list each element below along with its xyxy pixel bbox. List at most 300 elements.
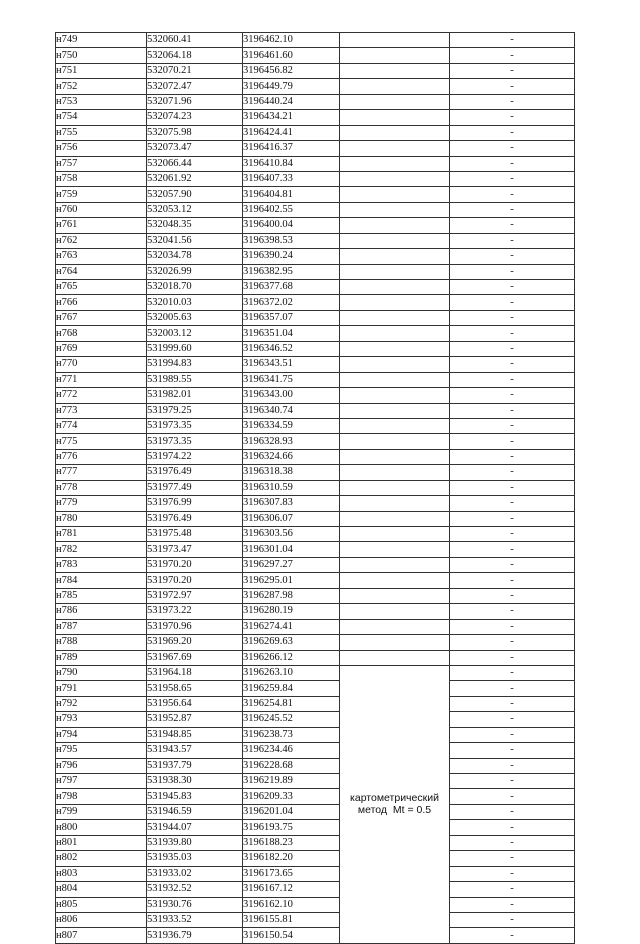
- method-cell-empty: [340, 33, 450, 48]
- method-cell-empty: [340, 480, 450, 495]
- y-coordinate-cell: 3196398.53: [243, 233, 340, 248]
- table-row: [56, 774, 575, 789]
- y-coordinate-cell: 3196400.04: [243, 218, 340, 233]
- table-row: [56, 310, 575, 325]
- accuracy-cell: -: [450, 357, 575, 372]
- coordinates-table-body: [56, 33, 575, 944]
- accuracy-cell: -: [450, 202, 575, 217]
- x-coordinate-cell: 531943.57: [147, 743, 243, 758]
- y-coordinate-cell: 3196340.74: [243, 403, 340, 418]
- point-name-cell: н764: [56, 264, 147, 279]
- accuracy-cell: -: [450, 249, 575, 264]
- point-name-cell: н752: [56, 79, 147, 94]
- y-coordinate-cell: 3196306.07: [243, 511, 340, 526]
- accuracy-cell: -: [450, 789, 575, 804]
- table-row: [56, 820, 575, 835]
- table-row: [56, 388, 575, 403]
- y-coordinate-cell: 3196182.20: [243, 851, 340, 866]
- y-coordinate-cell: 3196310.59: [243, 480, 340, 495]
- accuracy-cell: -: [450, 218, 575, 233]
- table-row: [56, 264, 575, 279]
- method-cell-empty: [340, 511, 450, 526]
- method-cell-empty: [340, 542, 450, 557]
- y-coordinate-cell: 3196301.04: [243, 542, 340, 557]
- x-coordinate-cell: 532064.18: [147, 48, 243, 63]
- x-coordinate-cell: 531956.64: [147, 696, 243, 711]
- accuracy-cell: -: [450, 63, 575, 78]
- method-cell-empty: [340, 557, 450, 572]
- method-cell-empty: [340, 465, 450, 480]
- y-coordinate-cell: 3196155.81: [243, 912, 340, 927]
- method-cell-empty: [340, 94, 450, 109]
- accuracy-cell: -: [450, 650, 575, 665]
- accuracy-cell: -: [450, 820, 575, 835]
- y-coordinate-cell: 3196150.54: [243, 928, 340, 943]
- x-coordinate-cell: 531937.79: [147, 758, 243, 773]
- x-coordinate-cell: 531946.59: [147, 804, 243, 819]
- y-coordinate-cell: 3196254.81: [243, 696, 340, 711]
- y-coordinate-cell: 3196193.75: [243, 820, 340, 835]
- table-row: [56, 557, 575, 572]
- point-name-cell: н769: [56, 341, 147, 356]
- y-coordinate-cell: 3196416.37: [243, 141, 340, 156]
- method-cell-empty: [340, 388, 450, 403]
- point-name-cell: н803: [56, 866, 147, 881]
- y-coordinate-cell: 3196407.33: [243, 171, 340, 186]
- x-coordinate-cell: 532026.99: [147, 264, 243, 279]
- point-name-cell: н785: [56, 588, 147, 603]
- x-coordinate-cell: 532041.56: [147, 233, 243, 248]
- x-coordinate-cell: 531970.20: [147, 573, 243, 588]
- x-coordinate-cell: 531958.65: [147, 681, 243, 696]
- table-row: [56, 357, 575, 372]
- accuracy-cell: -: [450, 835, 575, 850]
- y-coordinate-cell: 3196328.93: [243, 434, 340, 449]
- method-cell-empty: [340, 187, 450, 202]
- table-row: [56, 418, 575, 433]
- accuracy-cell: -: [450, 171, 575, 186]
- point-name-cell: н768: [56, 326, 147, 341]
- accuracy-cell: -: [450, 264, 575, 279]
- accuracy-cell: -: [450, 557, 575, 572]
- point-name-cell: н772: [56, 388, 147, 403]
- table-row: [56, 681, 575, 696]
- x-coordinate-cell: 531973.35: [147, 434, 243, 449]
- y-coordinate-cell: 3196410.84: [243, 156, 340, 171]
- method-cell-empty: [340, 588, 450, 603]
- accuracy-cell: -: [450, 110, 575, 125]
- point-name-cell: н774: [56, 418, 147, 433]
- accuracy-cell: -: [450, 635, 575, 650]
- method-cell-empty: [340, 79, 450, 94]
- x-coordinate-cell: 531967.69: [147, 650, 243, 665]
- x-coordinate-cell: 531933.02: [147, 866, 243, 881]
- table-row: [56, 171, 575, 186]
- x-coordinate-cell: 531976.99: [147, 496, 243, 511]
- point-name-cell: н787: [56, 619, 147, 634]
- x-coordinate-cell: 531935.03: [147, 851, 243, 866]
- accuracy-cell: -: [450, 573, 575, 588]
- accuracy-cell: -: [450, 48, 575, 63]
- x-coordinate-cell: 532066.44: [147, 156, 243, 171]
- table-row: [56, 480, 575, 495]
- point-name-cell: н790: [56, 665, 147, 680]
- accuracy-cell: -: [450, 141, 575, 156]
- table-row: [56, 542, 575, 557]
- accuracy-cell: -: [450, 882, 575, 897]
- accuracy-cell: -: [450, 774, 575, 789]
- accuracy-cell: -: [450, 712, 575, 727]
- table-row: [56, 604, 575, 619]
- point-name-cell: н776: [56, 449, 147, 464]
- method-line-1: картометрический: [350, 792, 439, 805]
- table-row: [56, 202, 575, 217]
- point-name-cell: н794: [56, 727, 147, 742]
- point-name-cell: н807: [56, 928, 147, 943]
- table-row: [56, 789, 575, 804]
- method-cell-empty: [340, 403, 450, 418]
- table-row: [56, 573, 575, 588]
- method-cell-empty: [340, 171, 450, 186]
- point-name-cell: н759: [56, 187, 147, 202]
- x-coordinate-cell: 531938.30: [147, 774, 243, 789]
- table-row: [56, 665, 575, 680]
- accuracy-cell: -: [450, 665, 575, 680]
- method-cell-empty: [340, 341, 450, 356]
- table-row: [56, 434, 575, 449]
- y-coordinate-cell: 3196324.66: [243, 449, 340, 464]
- table-row: [56, 866, 575, 881]
- table-row: [56, 187, 575, 202]
- table-row: [56, 33, 575, 48]
- x-coordinate-cell: 531973.22: [147, 604, 243, 619]
- x-coordinate-cell: 531973.35: [147, 418, 243, 433]
- table-row: [56, 758, 575, 773]
- accuracy-cell: -: [450, 619, 575, 634]
- y-coordinate-cell: 3196346.52: [243, 341, 340, 356]
- x-coordinate-cell: 531979.25: [147, 403, 243, 418]
- accuracy-cell: -: [450, 897, 575, 912]
- y-coordinate-cell: 3196263.10: [243, 665, 340, 680]
- table-row: [56, 511, 575, 526]
- y-coordinate-cell: 3196456.82: [243, 63, 340, 78]
- y-coordinate-cell: 3196440.24: [243, 94, 340, 109]
- method-cell-empty: [340, 449, 450, 464]
- x-coordinate-cell: 531932.52: [147, 882, 243, 897]
- y-coordinate-cell: 3196390.24: [243, 249, 340, 264]
- y-coordinate-cell: 3196259.84: [243, 681, 340, 696]
- table-row: [56, 912, 575, 927]
- method-cell-empty: [340, 141, 450, 156]
- point-name-cell: н800: [56, 820, 147, 835]
- table-row: [56, 882, 575, 897]
- table-row: [56, 727, 575, 742]
- accuracy-cell: -: [450, 310, 575, 325]
- accuracy-cell: -: [450, 418, 575, 433]
- accuracy-cell: -: [450, 449, 575, 464]
- x-coordinate-cell: 531970.96: [147, 619, 243, 634]
- table-row: [56, 110, 575, 125]
- x-coordinate-cell: 532053.12: [147, 202, 243, 217]
- method-cell-empty: [340, 418, 450, 433]
- point-name-cell: н799: [56, 804, 147, 819]
- point-name-cell: н750: [56, 48, 147, 63]
- table-row: [56, 249, 575, 264]
- method-cell-empty: [340, 357, 450, 372]
- x-coordinate-cell: 532003.12: [147, 326, 243, 341]
- point-name-cell: н762: [56, 233, 147, 248]
- point-name-cell: н751: [56, 63, 147, 78]
- method-cell-empty: [340, 156, 450, 171]
- x-coordinate-cell: 531939.80: [147, 835, 243, 850]
- table-row: [56, 619, 575, 634]
- point-name-cell: н796: [56, 758, 147, 773]
- point-name-cell: н798: [56, 789, 147, 804]
- accuracy-cell: -: [450, 341, 575, 356]
- point-name-cell: н805: [56, 897, 147, 912]
- point-name-cell: н791: [56, 681, 147, 696]
- x-coordinate-cell: 532057.90: [147, 187, 243, 202]
- point-name-cell: н792: [56, 696, 147, 711]
- method-cell-empty: [340, 218, 450, 233]
- method-cell-empty: [340, 264, 450, 279]
- point-name-cell: н758: [56, 171, 147, 186]
- accuracy-cell: -: [450, 94, 575, 109]
- x-coordinate-cell: 531948.85: [147, 727, 243, 742]
- table-row: [56, 712, 575, 727]
- coordinates-table: [55, 32, 575, 944]
- x-coordinate-cell: 532071.96: [147, 94, 243, 109]
- point-name-cell: н786: [56, 604, 147, 619]
- x-coordinate-cell: 532061.92: [147, 171, 243, 186]
- point-name-cell: н761: [56, 218, 147, 233]
- method-cell-empty: [340, 573, 450, 588]
- point-name-cell: н756: [56, 141, 147, 156]
- accuracy-cell: -: [450, 758, 575, 773]
- y-coordinate-cell: 3196334.59: [243, 418, 340, 433]
- table-row: [56, 94, 575, 109]
- point-name-cell: н801: [56, 835, 147, 850]
- accuracy-cell: -: [450, 233, 575, 248]
- y-coordinate-cell: 3196162.10: [243, 897, 340, 912]
- x-coordinate-cell: 531989.55: [147, 372, 243, 387]
- method-cell-empty: [340, 63, 450, 78]
- y-coordinate-cell: 3196462.10: [243, 33, 340, 48]
- method-cell-empty: [340, 604, 450, 619]
- y-coordinate-cell: 3196201.04: [243, 804, 340, 819]
- table-row: [56, 835, 575, 850]
- table-row: [56, 743, 575, 758]
- y-coordinate-cell: 3196303.56: [243, 527, 340, 542]
- table-row: [56, 233, 575, 248]
- x-coordinate-cell: 531930.76: [147, 897, 243, 912]
- point-name-cell: н802: [56, 851, 147, 866]
- y-coordinate-cell: 3196307.83: [243, 496, 340, 511]
- table-row: [56, 928, 575, 943]
- accuracy-cell: -: [450, 187, 575, 202]
- method-cell-empty: [340, 434, 450, 449]
- table-row: [56, 79, 575, 94]
- x-coordinate-cell: 531999.60: [147, 341, 243, 356]
- x-coordinate-cell: 532072.47: [147, 79, 243, 94]
- y-coordinate-cell: 3196449.79: [243, 79, 340, 94]
- y-coordinate-cell: 3196343.51: [243, 357, 340, 372]
- point-name-cell: н782: [56, 542, 147, 557]
- accuracy-cell: -: [450, 295, 575, 310]
- y-coordinate-cell: 3196269.63: [243, 635, 340, 650]
- point-name-cell: н780: [56, 511, 147, 526]
- y-coordinate-cell: 3196245.52: [243, 712, 340, 727]
- y-coordinate-cell: 3196266.12: [243, 650, 340, 665]
- method-cell-empty: [340, 110, 450, 125]
- accuracy-cell: -: [450, 727, 575, 742]
- x-coordinate-cell: 532034.78: [147, 249, 243, 264]
- accuracy-cell: -: [450, 511, 575, 526]
- y-coordinate-cell: 3196343.00: [243, 388, 340, 403]
- x-coordinate-cell: 531936.79: [147, 928, 243, 943]
- method-cell-empty: [340, 326, 450, 341]
- table-row: [56, 326, 575, 341]
- x-coordinate-cell: 531975.48: [147, 527, 243, 542]
- x-coordinate-cell: 532075.98: [147, 125, 243, 140]
- x-coordinate-cell: 532010.03: [147, 295, 243, 310]
- y-coordinate-cell: 3196234.46: [243, 743, 340, 758]
- method-cell-empty: [340, 372, 450, 387]
- x-coordinate-cell: 531944.07: [147, 820, 243, 835]
- x-coordinate-cell: 531952.87: [147, 712, 243, 727]
- y-coordinate-cell: 3196377.68: [243, 280, 340, 295]
- accuracy-cell: -: [450, 125, 575, 140]
- accuracy-cell: -: [450, 280, 575, 295]
- table-row: [56, 527, 575, 542]
- method-cell-empty: [340, 496, 450, 511]
- y-coordinate-cell: 3196318.38: [243, 465, 340, 480]
- x-coordinate-cell: 531973.47: [147, 542, 243, 557]
- y-coordinate-cell: 3196297.27: [243, 557, 340, 572]
- point-name-cell: н754: [56, 110, 147, 125]
- y-coordinate-cell: 3196173.65: [243, 866, 340, 881]
- accuracy-cell: -: [450, 928, 575, 943]
- y-coordinate-cell: 3196280.19: [243, 604, 340, 619]
- table-row: [56, 496, 575, 511]
- point-name-cell: н788: [56, 635, 147, 650]
- y-coordinate-cell: 3196382.95: [243, 264, 340, 279]
- y-coordinate-cell: 3196461.60: [243, 48, 340, 63]
- point-name-cell: н771: [56, 372, 147, 387]
- point-name-cell: н793: [56, 712, 147, 727]
- y-coordinate-cell: 3196287.98: [243, 588, 340, 603]
- method-line-2: метод Mt = 0.5: [357, 804, 432, 817]
- method-cell-empty: [340, 202, 450, 217]
- point-name-cell: н753: [56, 94, 147, 109]
- accuracy-cell: -: [450, 326, 575, 341]
- point-name-cell: н806: [56, 912, 147, 927]
- x-coordinate-cell: 532048.35: [147, 218, 243, 233]
- table-row: [56, 465, 575, 480]
- point-name-cell: н755: [56, 125, 147, 140]
- x-coordinate-cell: 532074.23: [147, 110, 243, 125]
- table-row: [56, 372, 575, 387]
- method-cell-empty: [340, 310, 450, 325]
- point-name-cell: н777: [56, 465, 147, 480]
- y-coordinate-cell: 3196424.41: [243, 125, 340, 140]
- accuracy-cell: -: [450, 79, 575, 94]
- point-name-cell: н766: [56, 295, 147, 310]
- table-row: [56, 63, 575, 78]
- y-coordinate-cell: 3196274.41: [243, 619, 340, 634]
- accuracy-cell: -: [450, 542, 575, 557]
- method-cell-empty: [340, 48, 450, 63]
- x-coordinate-cell: 532070.21: [147, 63, 243, 78]
- point-name-cell: н781: [56, 527, 147, 542]
- table-row: [56, 851, 575, 866]
- x-coordinate-cell: 531976.49: [147, 511, 243, 526]
- point-name-cell: н749: [56, 33, 147, 48]
- point-name-cell: н795: [56, 743, 147, 758]
- accuracy-cell: -: [450, 480, 575, 495]
- x-coordinate-cell: 532073.47: [147, 141, 243, 156]
- x-coordinate-cell: 532060.41: [147, 33, 243, 48]
- table-row: [56, 48, 575, 63]
- accuracy-cell: -: [450, 465, 575, 480]
- table-row: [56, 280, 575, 295]
- y-coordinate-cell: 3196188.23: [243, 835, 340, 850]
- method-cell-empty: [340, 280, 450, 295]
- accuracy-cell: -: [450, 743, 575, 758]
- table-row: [56, 635, 575, 650]
- method-cell-empty: [340, 635, 450, 650]
- point-name-cell: н760: [56, 202, 147, 217]
- x-coordinate-cell: 531994.83: [147, 357, 243, 372]
- x-coordinate-cell: 531945.83: [147, 789, 243, 804]
- method-cell-empty: [340, 295, 450, 310]
- x-coordinate-cell: 531982.01: [147, 388, 243, 403]
- accuracy-cell: -: [450, 434, 575, 449]
- table-row: [56, 295, 575, 310]
- method-cell: [340, 665, 450, 943]
- point-name-cell: н778: [56, 480, 147, 495]
- accuracy-cell: -: [450, 588, 575, 603]
- accuracy-cell: -: [450, 33, 575, 48]
- x-coordinate-cell: 531970.20: [147, 557, 243, 572]
- table-row: [56, 341, 575, 356]
- y-coordinate-cell: 3196167.12: [243, 882, 340, 897]
- x-coordinate-cell: 531969.20: [147, 635, 243, 650]
- y-coordinate-cell: 3196295.01: [243, 573, 340, 588]
- table-row: [56, 650, 575, 665]
- table-row: [56, 125, 575, 140]
- y-coordinate-cell: 3196372.02: [243, 295, 340, 310]
- table-row: [56, 696, 575, 711]
- method-cell-empty: [340, 249, 450, 264]
- accuracy-cell: -: [450, 804, 575, 819]
- y-coordinate-cell: 3196357.07: [243, 310, 340, 325]
- point-name-cell: н784: [56, 573, 147, 588]
- y-coordinate-cell: 3196351.04: [243, 326, 340, 341]
- accuracy-cell: -: [450, 388, 575, 403]
- accuracy-cell: -: [450, 496, 575, 511]
- point-name-cell: н779: [56, 496, 147, 511]
- x-coordinate-cell: 531974.22: [147, 449, 243, 464]
- method-cell-empty: [340, 527, 450, 542]
- accuracy-cell: -: [450, 866, 575, 881]
- method-cell-empty: [340, 233, 450, 248]
- point-name-cell: н765: [56, 280, 147, 295]
- method-cell-empty: [340, 619, 450, 634]
- y-coordinate-cell: 3196341.75: [243, 372, 340, 387]
- accuracy-cell: -: [450, 156, 575, 171]
- point-name-cell: н757: [56, 156, 147, 171]
